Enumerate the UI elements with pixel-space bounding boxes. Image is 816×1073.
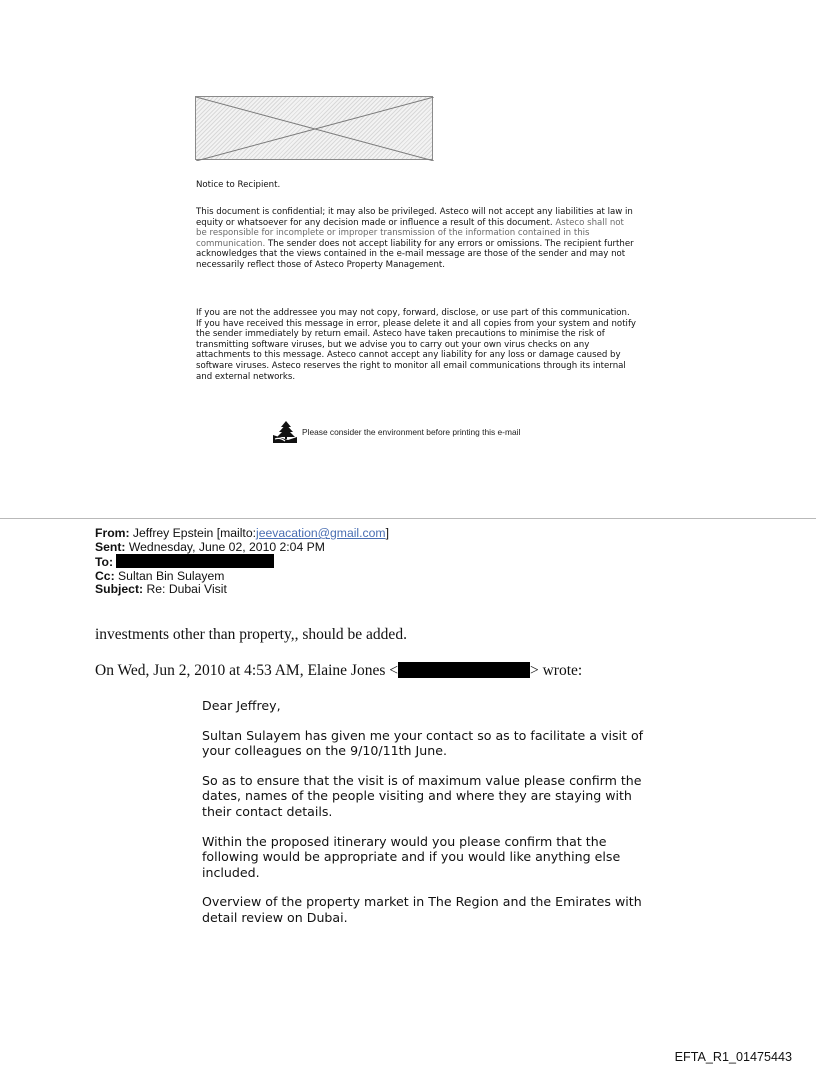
notice-para1-grey-text: Asteco shall not be responsible for incomplete or improper transmission of the information contained in this communication. [196,217,624,249]
to-label: To: [95,555,114,570]
tree-icon [272,420,298,444]
from-name: Jeffrey Epstein [mailto: [132,526,256,540]
from-label: From: [95,526,130,540]
image-cross-icon [196,97,434,161]
to-row [95,554,389,570]
sent-label: Sent: [95,539,126,554]
email-header [95,527,389,597]
from-row [95,527,389,541]
from-email-link[interactable]: jeevacation@gmail.com [255,526,386,540]
environment-text: Please consider the environment before printing this e-mail [302,427,521,437]
notice-paragraph-2: If you are not the addressee you may not copy, forward, disclose, or use part of this communication. If you have received this message in error, please delete it and all copies from your system and notify the sender immediately by return email. Asteco have taken precautions to minimise the risk of transmitting software viruses, but we advise you to carry out your own virus checks on any attachments to this message. Asteco cannot accept any liability for any loss or damage caused by software viruses. Asteco reserves the right to monitor all email communications through its internal and external networks. [196,308,636,382]
quoted-paragraph-1: Sultan Sulayem has given me your contact so as to facilitate a visit of your colleagues on the 9/10/11th June. [202,727,644,759]
document-id: EFTA_R1_01475443 [674,1050,792,1064]
cc-label: Cc: [95,568,115,583]
subject-value: Re: Dubai Visit [146,582,227,597]
sent-row [95,541,389,555]
message-divider [0,518,816,519]
quoted-paragraph-2: So as to ensure that the visit is of maximum value please confirm the dates, names of the people visiting and where they are staying with their contact details. [202,772,642,819]
quoted-greeting: Dear Jeffrey, [202,698,281,713]
subject-row [95,583,389,597]
broken-image-placeholder [195,96,433,160]
notice-paragraph-1 [196,207,636,271]
subject-label: Subject: [95,582,144,597]
quote-intro-wrote: > wrote: [529,662,583,679]
to-redaction [116,554,274,568]
quote-intro-text: On Wed, Jun 2, 2010 at 4:53 AM, Elaine Jones < [95,662,398,679]
notice-title: Notice to Recipient. [196,180,281,190]
cc-row [95,570,389,584]
environment-notice [272,420,520,444]
sent-value: Wednesday, June 02, 2010 2:04 PM [128,539,325,554]
reply-line: investments other than property,, should be added. [95,626,407,643]
from-close: ] [385,526,389,540]
sender-email-redaction [398,662,530,678]
cc-value: Sultan Bin Sulayem [118,568,225,583]
notice-para1-text: This document is confidential; it may also be privileged. Asteco will not accept any liabilities at law in equity or whatsoever for any decision made or influence a result of this document. [196,207,633,228]
notice-para1-text-end: The sender does not accept liability for any errors or omissions. The recipient further acknowledges that the views contained in the e-mail message are those of the sender and may not necessarily reflect those of Asteco Property Management. [196,238,634,270]
quoted-paragraph-3: Within the proposed itinerary would you please confirm that the following would be appropriate and if you would like anything else included. [202,833,621,880]
quoted-paragraph-4: Overview of the property market in The Region and the Emirates with detail review on Dubai. [202,894,642,925]
quoted-message [202,698,652,940]
quote-intro [95,662,582,680]
